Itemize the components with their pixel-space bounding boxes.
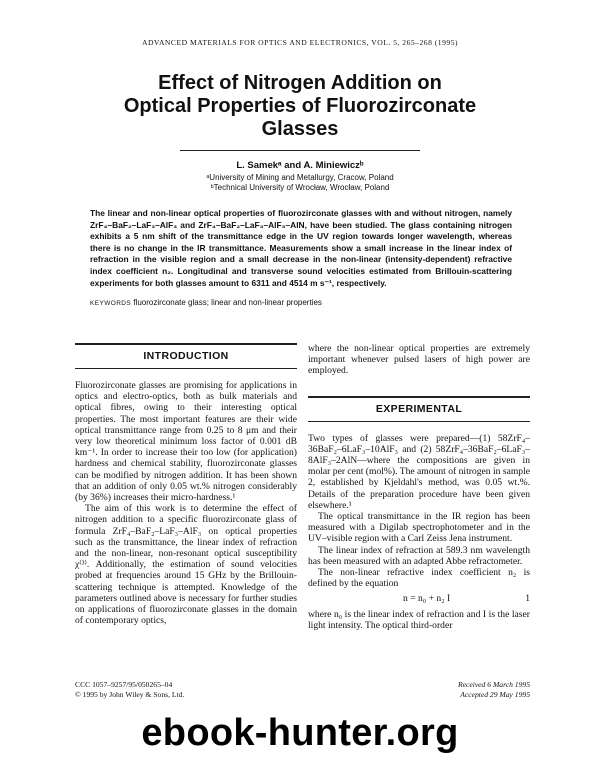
- right-column-continuation: where the non-linear optical properties are extremely important whenever pulsed lasers of high power are employed.: [308, 343, 530, 377]
- affiliation-a: ᵃUniversity of Mining and Metallurgy, Cracow, Poland: [206, 173, 394, 182]
- introduction-paragraph-2: The aim of this work is to determine the effect of nitrogen addition to a specific fluorozirconate glass of formula ZrF₄–BaF₂–LaF₃–AlF₃ on optical properties such as the transmittance, the linear index of refraction and the non-linear, non-resonant optical susceptibility χ⁽³⁾. Additionally, the estimation of sound velocities probed at frequencies around 15 GHz by the Brillouin-scattering technique is attempted. Knowledge of the parameters outlined above is necessary for further studies on applications of fluorozirconate glasses in the domain of contemporary optics,: [75, 503, 297, 627]
- intro-rule-top: [75, 343, 297, 345]
- copyright: © 1995 by John Wiley & Sons, Ltd.: [75, 690, 185, 699]
- equation-text: n = n₀ + n₂ I: [403, 593, 451, 605]
- introduction-heading: INTRODUCTION: [143, 350, 229, 362]
- equation-number: 1: [525, 593, 530, 605]
- footer-left: [75, 680, 297, 700]
- keywords: [90, 298, 510, 307]
- abstract: The linear and non-linear optical properties of fluorozirconate glasses with and without nitrogen, namely ZrF₄–BaF₂–LaF₃–AlF₃ and ZrF₄–BaF₂–LaF₃–AlF₃–AlN, have been studied. The glass containing nitrogen exhibits a 5 nm shift of the transmittance edge in the UV region towards longer wavelength, whereas there is no change in the IR transmittance. Measurements show a small increase in the linear index of refraction in the visible region and a small decrease in the non-linear (intensity-dependent) refractive index coefficient n₂. Longitudinal and transverse sound velocities estimated from Brillouin-scattering experiments for both glasses amount to 6311 and 4514 m s⁻¹, respectively.: [90, 208, 512, 288]
- title-divider: [180, 150, 420, 151]
- title-line-2: Optical Properties of Fluorozirconate: [123, 95, 477, 117]
- introduction-paragraph-1: Fluorozirconate glasses are promising for applications in optics and electro-optics, both as bulk materials and optical fibres, owing to their interesting optical properties. The most important features are their wide optical transmittance range from 0.25 to 8 μm and their very low theoretical minimum loss factor of 0.001 dB km⁻¹. In order to increase their too low (for application) hardness and chemical stability, fluorozirconate glasses can be modified by nitrogen addition. It has been shown that an addition of only 0.05 wt.% nitrogen considerably (by 36%) increases their micro-hardness.¹: [75, 380, 297, 504]
- experimental-paragraph-5: where n₀ is the linear index of refraction and I is the laser light intensity. The optical third-order: [308, 608, 530, 631]
- intro-rule-bottom: [75, 368, 297, 369]
- experimental-paragraph-1: Two types of glasses were prepared—(1) 58ZrF₄–36BaF₂–6LaF₃–10AlF₃ and (2) 58ZrF₄–36BaF₂–6LaF₃–8AlF₃–2AlN—where the compositions are given in molar per cent (mol%). The amount of nitrogen in sample 2, established by Kjeldahl's method, was 0.05 wt.%. Details of the preparation procedure have been given elsewhere.¹: [308, 432, 531, 511]
- affiliation-b: ᵇTechnical University of Wrocław, Wrocław, Poland: [210, 183, 390, 192]
- experimental-rule-bottom: [308, 421, 530, 422]
- journal-header: ADVANCED MATERIALS FOR OPTICS AND ELECTRONICS, VOL. 5, 265–268 (1995): [141, 38, 459, 47]
- received-date: Received 6 March 1995: [457, 680, 530, 689]
- right-column: [308, 343, 530, 631]
- experimental-paragraph-2: The optical transmittance in the IR region has been measured with a Digilab spectrophotometer and in the UV–visible region with a Carl Zeiss Jena instrument.: [308, 511, 530, 545]
- title-line-3: Glasses: [261, 118, 339, 140]
- watermark: ebook-hunter.org: [141, 712, 459, 754]
- experimental-paragraph-3: The linear index of refraction at 589.3 nm wavelength has been measured with an adapted Abbe refractometer.: [308, 544, 530, 567]
- equation-1: [308, 589, 530, 608]
- keywords-label: KEYWORDS: [90, 300, 132, 307]
- accepted-date: Accepted 29 May 1995: [460, 690, 530, 699]
- title-line-1: Effect of Nitrogen Addition on: [158, 72, 442, 94]
- left-column: [75, 343, 297, 626]
- ccc-code: CCC 1057–9257/95/050265–04: [75, 680, 173, 689]
- experimental-rule-top: [308, 396, 530, 398]
- footer-right: [308, 680, 530, 700]
- article-title: [40, 72, 560, 141]
- keywords-text: fluorozirconate glass; linear and non-linear properties: [133, 298, 322, 307]
- authors: L. Samekᵃ and A. Miniewiczᵇ: [236, 160, 364, 171]
- experimental-heading: EXPERIMENTAL: [375, 402, 463, 415]
- experimental-paragraph-4: The non-linear refractive index coefficient n₂ is defined by the equation: [308, 567, 530, 590]
